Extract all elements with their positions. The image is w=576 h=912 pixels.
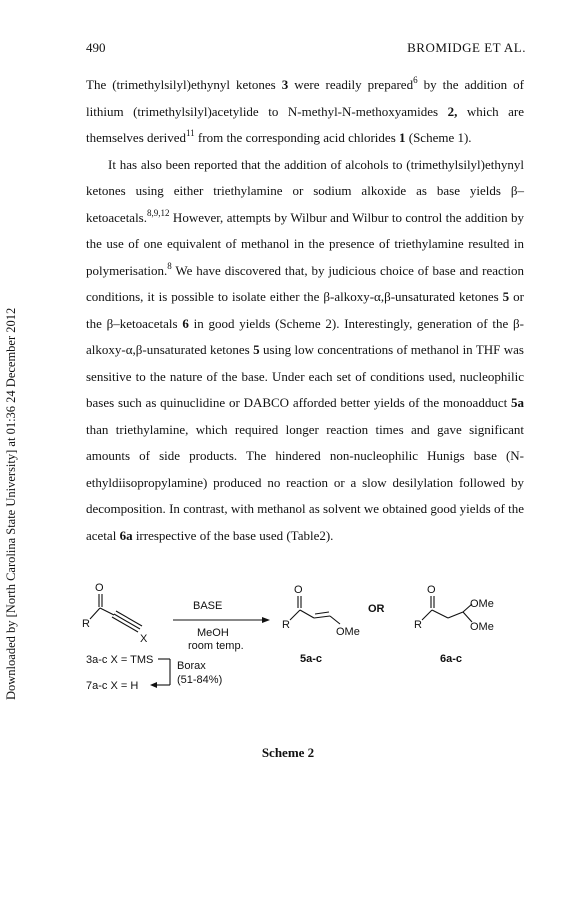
meoh-label: MeOH: [197, 627, 229, 639]
scheme-caption: Scheme 2: [261, 745, 315, 760]
text-segment: using low concentrations of methanol in THF was sensitive to the nature of the base. Under each set of conditions used, nucleophilic bases such as quinuclidine or DABCO afforded better yields of the monoadduct: [86, 342, 524, 410]
or-label: OR: [368, 603, 385, 615]
citation: 8,9,12: [147, 207, 170, 218]
page-number: 490: [86, 40, 106, 55]
atom-r-3: R: [82, 618, 90, 630]
paragraph-2: [86, 152, 524, 550]
text-segment: We have discovered that, by judicious choice of base and reaction conditions, it is possible to isolate either the β-alkoxy-α,β-unsaturated ketones: [86, 262, 524, 304]
base-label: BASE: [193, 600, 223, 612]
atom-oxygen-3: O: [95, 582, 104, 594]
compound-ref: 6a: [119, 527, 133, 543]
borax-yield: (51-84%): [177, 674, 223, 686]
citation: 8: [167, 260, 172, 271]
paragraph-1: [86, 72, 524, 152]
ome-6-bottom: OMe: [470, 621, 494, 633]
text-segment: It has also been reported that the addition of alcohols to (trimethylsilyl)ethynyl ketones using either triethylamine or sodium alkoxide as base yields β–ketoacetals.: [86, 156, 524, 225]
room-temp-label: room temp.: [188, 640, 244, 652]
citation: 11: [186, 128, 195, 138]
borax-label: Borax: [177, 660, 206, 672]
text-segment: irrespective of the base used (Table2).: [132, 527, 334, 543]
compound-ref: 1: [399, 130, 406, 145]
compound-ref: 3: [281, 77, 289, 92]
running-head: BROMIDGE ET AL.: [407, 40, 526, 55]
citation: 6: [413, 75, 418, 85]
text-segment: were readily prepared: [288, 77, 414, 92]
label-5: 5a-c: [300, 653, 323, 665]
compound-ref: 6: [182, 315, 189, 331]
atom-x: X: [140, 633, 148, 645]
text-segment: by the addition of lithium (trimethylsilyl)acetylide to N-methyl-N-methoxyamides: [86, 77, 524, 119]
text-segment: or the β–ketoacetals: [86, 289, 524, 331]
compound-ref: 5: [502, 289, 510, 304]
text-segment: However, attempts by Wilbur and Wilbur to control the addition by the use of one equivalent of methanol in the presence of triethylamine resulted in polymerisation.: [86, 209, 524, 278]
text-segment: (Scheme 1).: [405, 130, 472, 145]
download-note: Downloaded by [North Carolina State University] at 01:36 24 December 2012: [4, 307, 18, 700]
atom-r-6: R: [414, 619, 422, 631]
row-7-label: 7a-c X = H: [86, 680, 139, 692]
ome-5: OMe: [336, 626, 360, 638]
text-segment: in good yields (Scheme 2). Interestingly, generation of the β-alkoxy-α,β-unsaturated ketones: [86, 315, 524, 357]
text-segment: The (trimethylsilyl)ethynyl ketones: [86, 77, 282, 92]
body-text: [86, 72, 524, 549]
label-6: 6a-c: [440, 653, 463, 665]
ome-6-top: OMe: [470, 598, 494, 610]
atom-oxygen-6: O: [427, 584, 436, 596]
compound-ref: 5a: [511, 395, 524, 410]
compound-ref: 5: [253, 342, 260, 357]
reaction-scheme: [0, 580, 576, 740]
text-segment: than triethylamine, which required longer reaction times and gave significant amounts of side products. The hindered non-nucleophilic Hunigs base (N-ethyldiisopropylamine) produced no reaction or a slow desilylation followed by decomposition. In contrast, with methanol as solvent we obtained good yields of the acetal: [86, 421, 524, 543]
compound-ref: 2,: [447, 103, 458, 119]
atom-r-5: R: [282, 619, 290, 631]
row-3-label: 3a-c X = TMS: [86, 654, 154, 666]
atom-oxygen-5: O: [294, 584, 303, 596]
text-segment: from the corresponding acid chlorides: [194, 130, 399, 145]
text-segment: which are themselves derived: [86, 103, 525, 145]
